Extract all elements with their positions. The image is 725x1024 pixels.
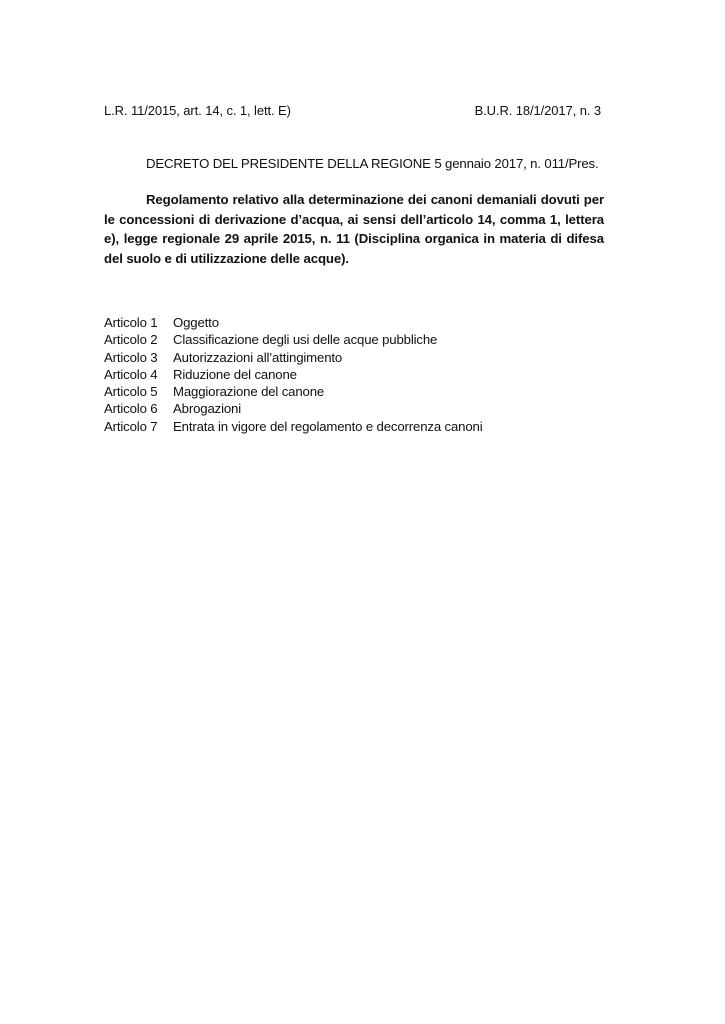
header-references xyxy=(104,103,601,118)
table-of-contents xyxy=(104,314,604,435)
toc-article-title: Entrata in vigore del regolamento e decorrenza canoni xyxy=(173,418,483,434)
toc-article-title: Classificazione degli usi delle acque pubbliche xyxy=(173,332,438,348)
toc-item xyxy=(104,400,604,417)
toc-item xyxy=(104,418,604,435)
regulation-title: Regolamento relativo alla determinazione dei canoni demaniali dovuti per le concessioni di derivazione d’acqua, ai sensi dell’articolo 14, comma 1, lettera e), legge regionale 29 aprile 2015, n. 11 (Disciplina organica in materia di difesa del suolo e di utilizzazione delle acque). xyxy=(104,192,604,266)
toc-item xyxy=(104,331,604,348)
toc-article-title: Autorizzazioni all’attingimento xyxy=(173,349,343,365)
toc-article-number: Articolo 1 xyxy=(104,315,158,330)
bulletin-reference: B.U.R. 18/1/2017, n. 3 xyxy=(474,103,601,118)
toc-article-number: Articolo 6 xyxy=(104,401,158,417)
toc-article-title: Abrogazioni xyxy=(173,401,241,417)
decree-heading: DECRETO DEL PRESIDENTE DELLA REGIONE 5 gennaio 2017, n. 011/Pres. xyxy=(146,156,599,171)
toc-item xyxy=(104,366,604,383)
law-reference: L.R. 11/2015, art. 14, c. 1, lett. E) xyxy=(104,103,291,118)
toc-item xyxy=(104,383,604,400)
toc-article-title: Riduzione del canone xyxy=(173,366,297,382)
toc-article-number: Articolo 5 xyxy=(104,384,158,400)
toc-item xyxy=(104,349,604,366)
toc-article-number: Articolo 4 xyxy=(104,366,158,382)
toc-article-number: Articolo 7 xyxy=(104,418,158,434)
toc-article-title: Maggiorazione del canone xyxy=(173,384,325,400)
toc-article-number: Articolo 2 xyxy=(104,332,158,348)
toc-article-title: Oggetto xyxy=(173,315,219,330)
toc-article-number: Articolo 3 xyxy=(104,349,158,365)
toc-item xyxy=(104,314,604,331)
